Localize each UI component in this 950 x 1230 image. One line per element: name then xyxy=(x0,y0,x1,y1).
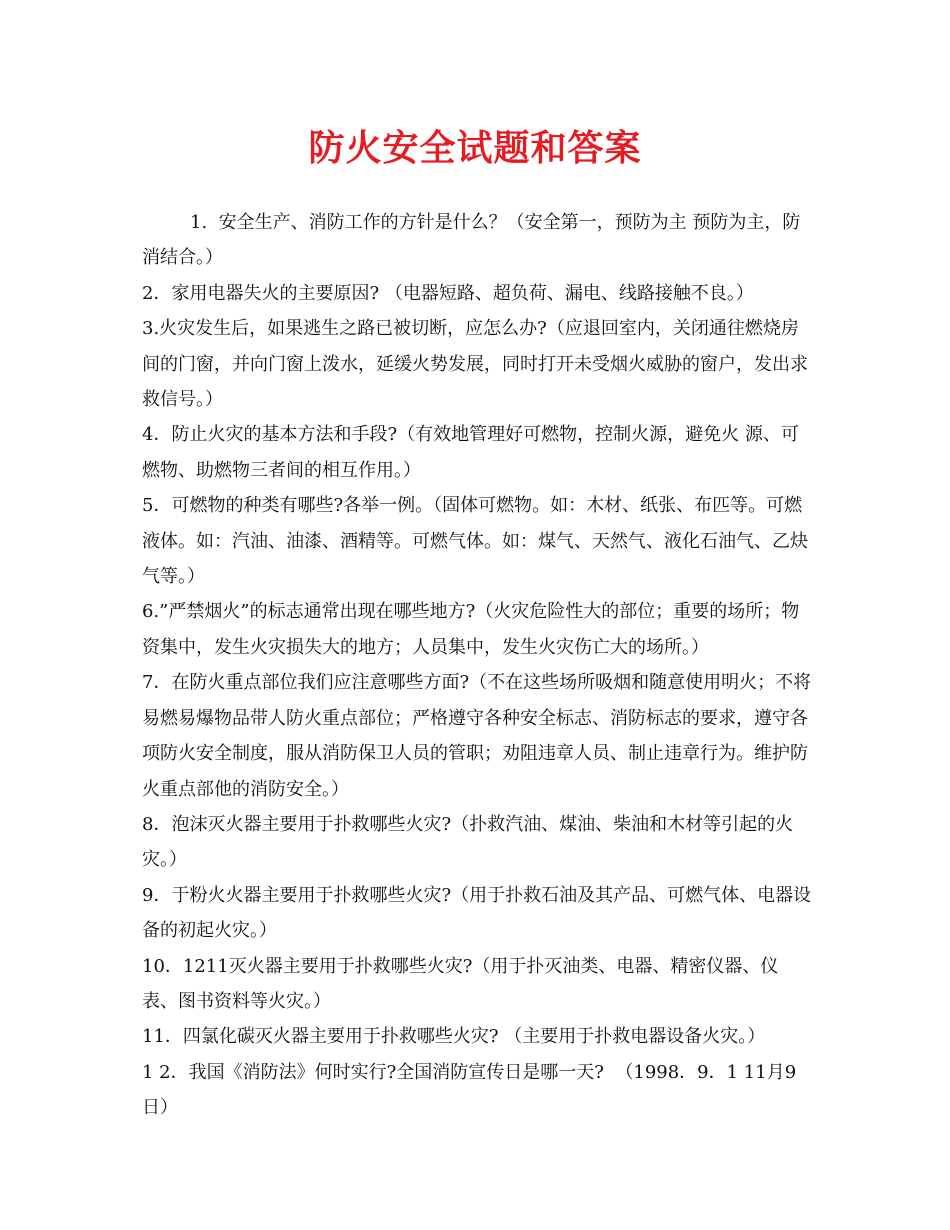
paragraph-q7: 7．在防火重点部位我们应注意哪些方面?（不在这些场所吸烟和随意使用明火；不将易燃易爆物品带人防火重点部位；严格遵守各种安全标志、消防标志的要求，遵守各项防火安全制度，服从消防保卫人员的管职；劝阻违章人员、制止违章行为。维护防火重点部他的消防安全。） xyxy=(142,672,812,800)
paragraph-q1: 1. 安全生产、消防工作的方针是什么？（安全第一，预防为主 预防为主，防消结合。） xyxy=(142,212,801,269)
paragraph-q3: 3.火灾发生后，如果逃生之路已被切断，应怎么办?（应退回室内，关闭通往燃烧房间的门窗，并向门窗上泼水，延缓火势发展，同时打开未受烟火威胁的窗户，发出求救信号。） xyxy=(142,318,808,411)
paragraph-q4: 4．防止火灾的基本方法和手段?（有效地管理好可燃物，控制火源，避免火 源、可燃物、助燃物三者间的相互作用。） xyxy=(142,424,799,481)
document-body xyxy=(142,205,814,1126)
paragraph-q2: 2．家用电器失火的主要原因? （电器短路、超负荷、漏电、线路接触不良。） xyxy=(142,282,754,304)
paragraph-q5: 5．可燃物的种类有哪些?各举一例。（固体可燃物。如：木材、纸张、布匹等。可燃液体。如：汽油、油漆、酒精等。可燃气体。如：煤气、天然气、液化石油气、乙炔气等。） xyxy=(142,495,808,588)
page-title: 防火安全试题和答案 xyxy=(308,128,642,169)
paragraph-q10: 10．1211灭火器主要用于扑救哪些火灾?（用于扑灭油类、电器、精密仪器、仪表、图书资料等火灾。） xyxy=(142,955,779,1012)
paragraph-q11: 11．四氯化碳灭火器主要用于扑救哪些火灾? （主要用于扑救电器设备火灾。） xyxy=(142,1026,766,1048)
paragraph-q12: 1 2．我国《消防法》何时实行?全国消防宣传日是哪一天? （1998．9．1 11月9日） xyxy=(142,1061,797,1119)
paragraph-q6: 6.”严禁烟火”的标志通常出现在哪些地方?（火灾危险性大的部位；重要的场所；物资集中，发生火灾损失大的地方；人员集中，发生火灾伤亡大的场所。） xyxy=(142,601,800,658)
paragraph-q8: 8．泡沫灭火器主要用于扑救哪些火灾?（扑救汽油、煤油、柴油和木材等引起的火灾。） xyxy=(142,813,794,871)
paragraph-q9: 9．于粉火火器主要用于扑救哪些火灾?（用于扑救石油及其产品、可燃气体、电器设备的初起火灾。） xyxy=(142,884,812,942)
